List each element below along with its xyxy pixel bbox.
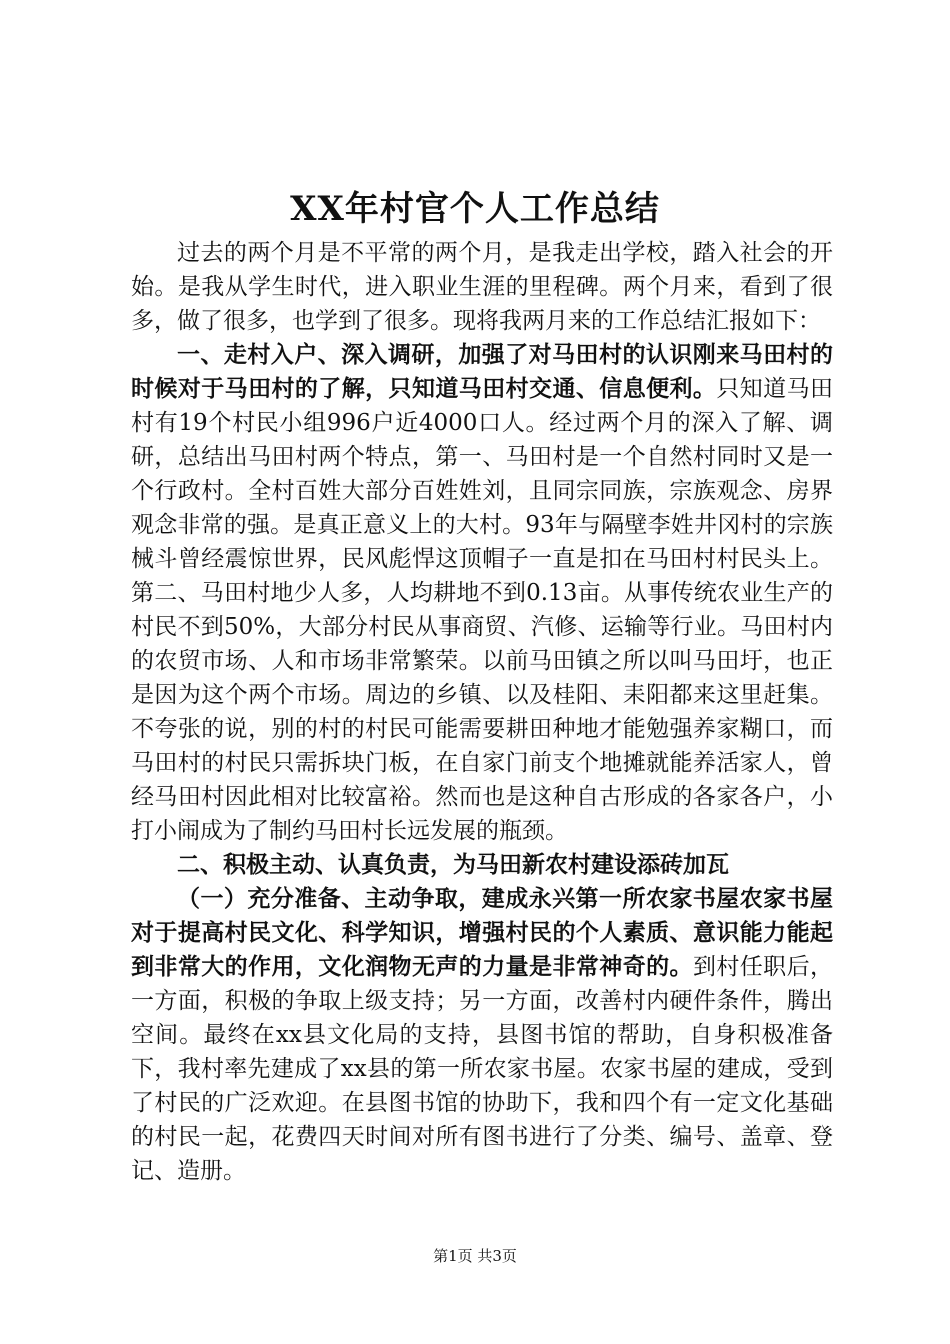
section-2-heading: 二、积极主动、认真负责，为马田新农村建设添砖加瓦 — [177, 851, 729, 878]
document-body — [131, 236, 833, 1188]
section-1-heading: 一、走村入户、深入调研，加强了对马田村的认识刚来马田村的时候对于马田村的了解，只知道马田村交通、信息便利。 — [131, 341, 833, 402]
page-number: 第1页 — [433, 1247, 473, 1265]
section-2-sub-1-body: 到村任职后，一方面，积极的争取上级支持；另一方面，改善村内硬件条件，腾出空间。最终在xx县文化局的支持，县图书馆的帮助，自身积极准备下，我村率先建成了xx县的第一所农家书屋。农家书屋的建成，受到了村民的广泛欢迎。在县图书馆的协助下，我和四个有一定文化基础的村民一起，花费四天时间对所有图书进行了分类、编号、盖章、登记、造册。 — [131, 954, 834, 1184]
document-title: XX年村官个人工作总结 — [290, 189, 660, 229]
section-1-body: 只知道马田村有19个村民小组996户近4000口人。经过两个月的深入了解、调研，总结出马田村两个特点，第一、马田村是一个自然村同时又是一个行政村。全村百姓大部分百姓姓刘，且同宗同族，宗族观念、房界观念非常的强。是真正意义上的大村。93年与隔壁李姓井冈村的宗族械斗曾经震惊世界，民风彪悍这顶帽子一直是扣在马田村村民头上。第二、马田村地少人多，人均耕地不到0.13亩。从事传统农业生产的村民不到50%，大部分村民从事商贸、汽修、运输等行业。马田村内的农贸市场、人和市场非常繁荣。以前马田镇之所以叫马田圩，也正是因为这个两个市场。周边的乡镇、以及桂阳、耒阳都来这里赶集。不夸张的说，别的村的村民可能需要耕田种地才能勉强养家糊口，而马田村的村民只需拆块门板，在自家门前支个地摊就能养活家人，曾经马田村因此相对比较富裕。然而也是这种自古形成的各家各户，小打小闹成为了制约马田村长远发展的瓶颈。 — [131, 376, 834, 844]
section-1-paragraph — [131, 338, 833, 848]
section-2-sub-1-heading: （一）充分准备、主动争取，建成永兴第一所农家书屋农家书屋对于提高村民文化、科学知识，增强村民的个人素质、意识能力能起到非常大的作用，文化润物无声的力量是非常神奇的。 — [131, 885, 833, 980]
section-2-sub-1-paragraph — [131, 882, 833, 1188]
page-total: 共3页 — [477, 1247, 517, 1265]
page-footer — [0, 1246, 950, 1266]
intro-paragraph: 过去的两个月是不平常的两个月，是我走出学校，踏入社会的开始。是我从学生时代，进入职业生涯的里程碑。两个月来，看到了很多，做了很多，也学到了很多。现将我两月来的工作总结汇报如下： — [131, 240, 833, 334]
